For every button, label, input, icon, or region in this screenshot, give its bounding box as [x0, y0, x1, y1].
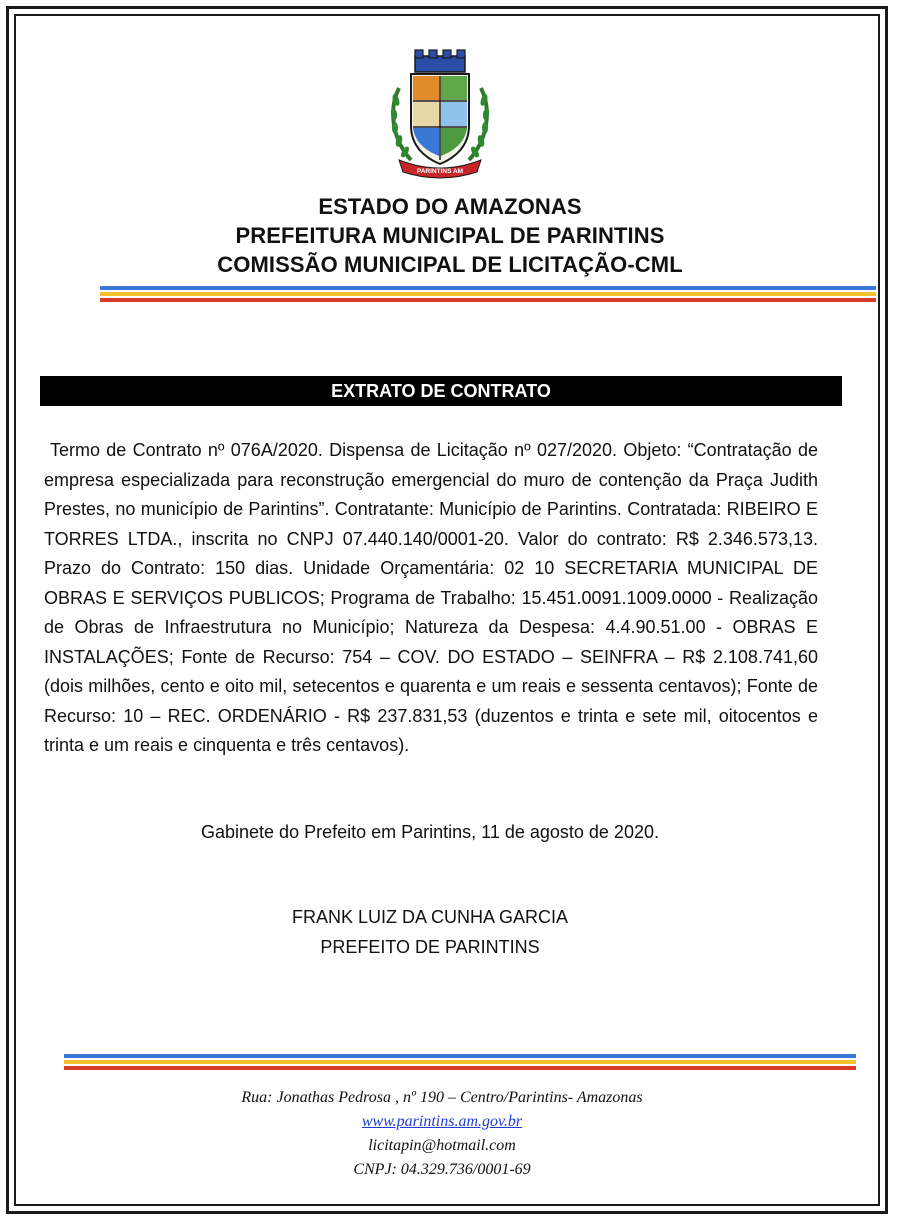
crest-ribbon-text: PARINTINS AM: [416, 168, 464, 175]
header-commission: COMISSÃO MUNICIPAL DE LICITAÇÃO-CML: [217, 252, 683, 277]
coat-of-arms-icon: [385, 48, 495, 180]
signature-block: [0, 903, 860, 962]
signatory-name: FRANK LUIZ DA CUNHA GARCIA: [291, 907, 569, 927]
website-link[interactable]: www.parintins.am.gov.br: [361, 1113, 523, 1130]
footer-cnpj: CNPJ: 04.329.736/0001-69: [353, 1161, 531, 1178]
signatory-role: PREFEITO DE PARINTINS: [320, 936, 540, 957]
decorative-stripes-bottom: [64, 1054, 856, 1072]
footer-email: licitapin@hotmail.com: [368, 1137, 516, 1154]
footer-address: Rua: Jonathas Pedrosa , nº 190 – Centro/Parintins- Amazonas: [241, 1089, 643, 1106]
header-prefecture: PREFEITURA MUNICIPAL DE PARINTINS: [235, 223, 665, 248]
decorative-stripes-top: [100, 286, 876, 304]
letterhead: [0, 192, 900, 279]
footer-contact: [0, 1086, 884, 1182]
contract-extract-body: Termo de Contrato nº 076A/2020. Dispensa de Licitação nº 027/2020. Objeto: “Contratação de empresa especializada para reconstrução emergencial do muro de contenção da Praça Judith Prestes, no município de Parintins”. Contratante: Município de Parintins. Contratada: RIBEIRO E TORRES LTDA., inscrita no CNPJ 07.440.140/0001-20. Valor do contrato: R$ 2.346.573,13. Prazo do Contrato: 150 dias. Unidade Orçamentária: 02 10 SECRETARIA MUNICIPAL DE OBRAS E SERVIÇOS PUBLICOS; Programa de Trabalho: 15.451.0091.1009.0000 - Realização de Obras de Infraestrutura no Município; Natureza da Despesa: 4.4.90.51.00 - OBRAS E INSTALAÇÕES; Fonte de Recurso: 754 – COV. DO ESTADO – SEINFRA – R$ 2.108.741,60 (dois milhões, cento e oito mil, setecentos e quarenta e um reais e sessenta centavos); Fonte de Recurso: 10 – REC. ORDENÁRIO - R$ 237.831,53 (duzentos e trinta e sete mil, oitocentos e trinta e um reais e cinquenta e três centavos).: [44, 440, 818, 755]
closing-place-date: Gabinete do Prefeito em Parintins, 11 de agosto de 2020.: [201, 822, 659, 842]
header-state: ESTADO DO AMAZONAS: [318, 194, 582, 219]
document-title: EXTRATO DE CONTRATO: [40, 376, 842, 406]
